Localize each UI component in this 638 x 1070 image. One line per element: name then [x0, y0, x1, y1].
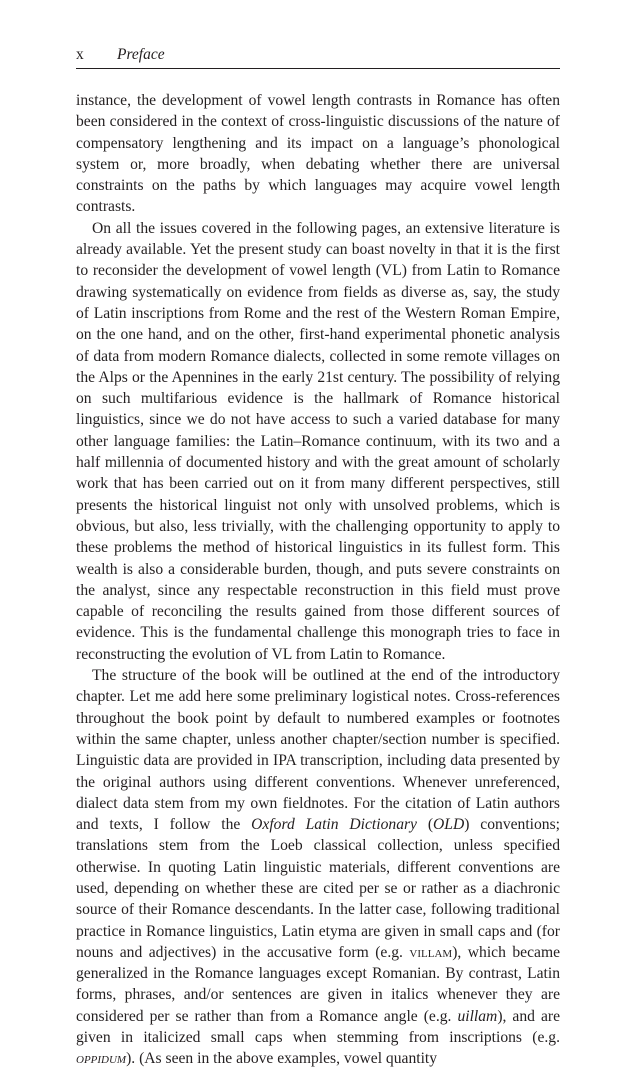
text-run: The structure of the book will be outlined at the end of the introductory chapter. Let me add here some preliminary logistical notes. Cross-references throughout the book point by default to numbered examples or footnotes within the same chapter, unless another chapter/section number is specified. Linguistic data are provided in IPA transcription, including data presented by the original authors using different conventions. Whenever unreferenced, dialect data stem from my own fieldnotes. For the citation of Latin authors and texts, I follow the — [76, 667, 560, 834]
running-title: Preface — [117, 46, 165, 63]
text-run: ) conventions; translations stem from the Loeb classical collection, unless specified otherwise. In quoting Latin linguistic materials, different conventions are used, depending on whether these are cited per se or rather as a diachronic source of their Romance descendants. In the latter case, following traditional practice in Romance linguistics, Latin etyma are given in small caps and (for nouns and adjectives) in the accusative form (e.g. — [76, 816, 560, 961]
old-title: Oxford Latin Dictionary — [251, 816, 417, 834]
example-oppidum-italic-smallcaps: oppidum — [76, 1050, 127, 1068]
paragraph-issues: On all the issues covered in the following pages, an extensive literature is already available. Yet the present study can boast novelty in that it is the first to reconsider the development of vowel length (VL) from Latin to Romance drawing systematically on evidence from fields as diverse as, say, the study of Latin inscriptions from Rome and the rest of the Western Roman Empire, on the one hand, and on the other, first-hand experimental phonetic analysis of data from modern Romance dialects, collected in some remote villages on the Alps or the Apennines in the early 21st century. The possibility of relying on such multifarious evidence is the hallmark of Romance historical linguistics, since we do not have access to such a varied database for many other language families: the Latin–Romance continuum, with its two and a half millennia of documented history and with the great amount of scholarly work that has been carried out on it from many different perspectives, still presents the historical linguist not only with unsolved problems, which is obvious, but also, less trivially, with the challenging opportunity to apply to these problems the method of historical linguistics in its fullest form. This wealth is also a considerable burden, though, and puts severe constraints on the analyst, since any respectable reconstruction in this field must prove capable of reconciling the results gained from those different sources of evidence. This is the fundamental challenge this monograph tries to face in reconstructing the evolution of VL from Latin to Romance. — [76, 219, 560, 663]
text-run: ). (As seen in the above examples, vowel quantity — [126, 1050, 438, 1068]
old-abbreviation: OLD — [433, 816, 465, 834]
running-header — [76, 42, 560, 69]
paragraph-structure — [76, 665, 560, 1070]
page-body — [76, 90, 560, 1070]
example-villam-smallcaps: villam — [409, 943, 453, 961]
example-uillam-italic: uillam — [457, 1007, 498, 1025]
text-run: ), and are given in italicized small caps when stemming from inscriptions (e.g. — [76, 1007, 560, 1047]
paragraph-continued: instance, the development of vowel length contrasts in Romance has often been considered in the context of cross-linguistic discussions of the nature of compensatory lengthening and its impact on a language’s phonological system or, more broadly, when debating whether there are universal constraints on the paths by which languages may acquire vowel length contrasts. — [76, 92, 560, 216]
text-run: ), which became generalized in the Romance languages except Romanian. By contrast, Latin forms, phrases, and/or sentences are given in italics whenever they are considered per se rather than from a Romance angle (e.g. — [76, 943, 560, 1025]
page-number: x — [76, 46, 84, 63]
text-run: ( — [416, 816, 434, 834]
